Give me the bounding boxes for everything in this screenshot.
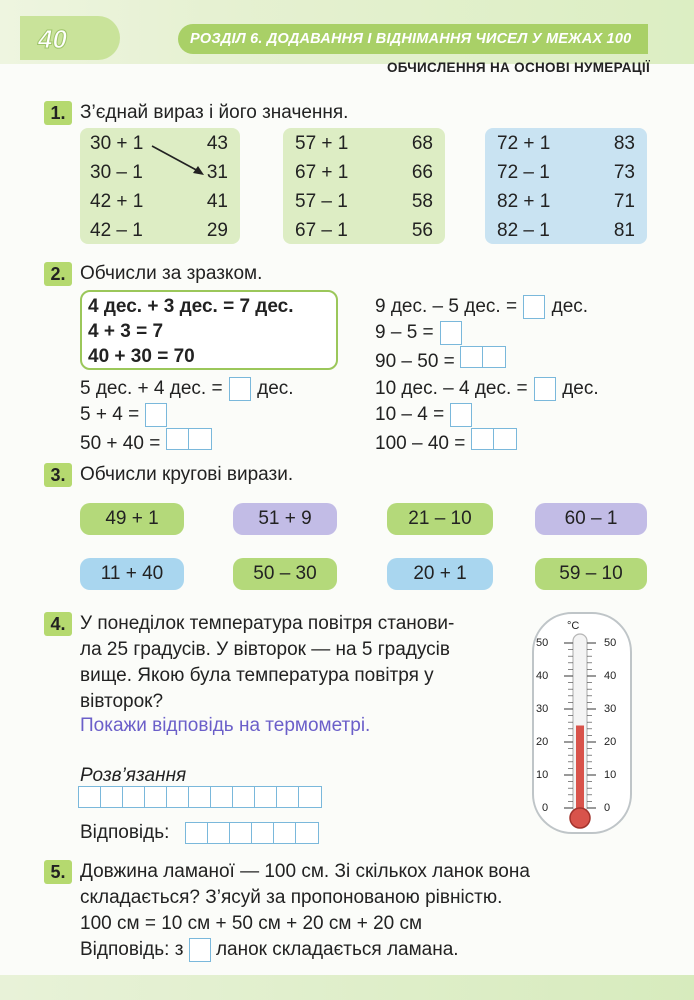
list-item[interactable]: 42 – 1 29 — [90, 220, 228, 241]
task-1-group-1 — [80, 128, 240, 244]
thermometer-level — [576, 726, 584, 817]
task-1-group-3 — [485, 128, 647, 244]
task-1-text: З’єднай вираз і його значення. — [80, 102, 349, 123]
task-1-group-2 — [283, 128, 445, 244]
answer-box[interactable] — [229, 377, 251, 401]
expression-pill[interactable]: 51 + 9 — [233, 503, 337, 535]
list-item[interactable]: 42 + 1 41 — [90, 191, 228, 212]
list-item[interactable]: 30 + 1 43 — [90, 133, 228, 154]
footer-band — [0, 975, 694, 1000]
expression-pill[interactable]: 21 – 10 — [387, 503, 493, 535]
expression-pill[interactable]: 20 + 1 — [387, 558, 493, 590]
task-3-text: Обчисли кругові вирази. — [80, 464, 294, 485]
list-item[interactable]: 57 – 1 58 — [295, 191, 433, 212]
list-item[interactable]: 82 – 1 81 — [497, 220, 635, 241]
sample-line-1: 4 дес. + 3 дес. = 7 дес. — [88, 296, 294, 317]
expression-pill[interactable]: 60 – 1 — [535, 503, 647, 535]
answer-box[interactable] — [534, 377, 556, 401]
expression-pill[interactable]: 11 + 40 — [80, 558, 184, 590]
task-4-instruction: Покажи відповідь на термометрі. — [80, 715, 371, 736]
list-item[interactable]: 30 – 1 31 — [90, 162, 228, 183]
list-item[interactable]: 67 – 1 56 — [295, 220, 433, 241]
expression-pill[interactable]: 50 – 30 — [233, 558, 337, 590]
unit-label: °C — [567, 620, 580, 632]
answer-label: Відповідь: — [80, 822, 170, 843]
answer-box[interactable] — [523, 295, 545, 319]
answer-input[interactable] — [185, 822, 319, 844]
exercise-left-bottom: 5 дес. + 4 дес. = дес. 5 + 4 = 50 + 40 = — [80, 378, 294, 454]
exercise-right-top: 9 дес. – 5 дес. = дес. 9 – 5 = 90 – 50 = — [375, 296, 589, 372]
sample-line-2: 4 + 3 = 7 — [88, 321, 164, 342]
solution-input[interactable] — [78, 786, 322, 808]
task-4-text: У понеділок температура повітря станови- ла 25 градусів. У вівторок — на 5 градусів вище. Якою була температура повітря у вівторок? — [80, 613, 455, 712]
list-item[interactable]: 57 + 1 68 — [295, 133, 433, 154]
expression-pill[interactable]: 59 – 10 — [535, 558, 647, 590]
expression-pill[interactable]: 49 + 1 — [80, 503, 184, 535]
connection-arrow — [80, 128, 240, 244]
section-title: ОБЧИСЛЕННЯ НА ОСНОВІ НУМЕРАЦІЇ — [386, 60, 650, 75]
task-5-number: 5. — [44, 860, 72, 884]
page-tab — [20, 16, 120, 60]
list-item[interactable]: 82 + 1 71 — [497, 191, 635, 212]
list-item[interactable]: 67 + 1 66 — [295, 162, 433, 183]
answer-box[interactable] — [471, 428, 517, 450]
answer-box[interactable] — [145, 403, 167, 427]
answer-box[interactable] — [440, 321, 462, 345]
task-3-number: 3. — [44, 463, 72, 487]
chapter-title: РОЗДІЛ 6. ДОДАВАННЯ І ВІДНІМАННЯ ЧИСЕЛ У МЕЖАХ 100 — [178, 24, 648, 54]
list-item[interactable]: 72 – 1 73 — [497, 162, 635, 183]
list-item[interactable]: 72 + 1 83 — [497, 133, 635, 154]
answer-box[interactable] — [450, 403, 472, 427]
answer-box[interactable] — [460, 346, 506, 368]
task-2-number: 2. — [44, 262, 72, 286]
task-4-number: 4. — [44, 612, 72, 636]
task-1-number: 1. — [44, 101, 72, 125]
sample-line-3: 40 + 30 = 70 — [88, 346, 195, 367]
sample-box — [80, 290, 338, 370]
answer-box[interactable] — [166, 428, 212, 450]
task-2-text: Обчисли за зразком. — [80, 263, 263, 284]
solution-label: Розв’язання — [80, 765, 187, 786]
task-5-text: Довжина ламаної — 100 см. Зі скількох ланок вона складається? З’ясуй за пропонованою рівністю. 100 см = 10 см + 50 см + 20 см + 20 см Відповідь: з ланок складається ламана. — [80, 861, 530, 960]
page-number: 40 — [38, 24, 67, 54]
answer-box[interactable] — [189, 938, 211, 962]
exercise-right-bottom: 10 дес. – 4 дес. = дес. 10 – 4 = 100 – 40 = — [375, 378, 599, 454]
